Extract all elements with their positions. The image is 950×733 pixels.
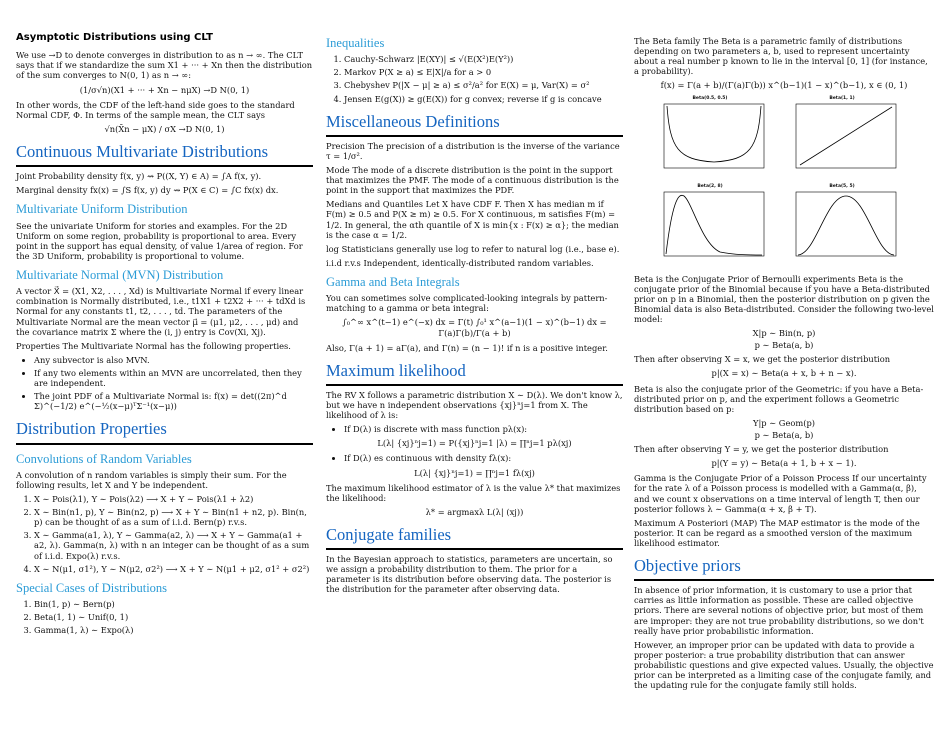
after-paragraph-2: Then after observing Y = y, we get the posterior distribution [634,444,889,455]
special-list [34,599,313,635]
plot-title: Beta(5, 5) [829,183,855,189]
beta-plots [650,96,934,266]
list-item: 3. X ∼ Gamma(a1, λ), Y ∼ Gamma(a2, λ) ⟶ X + Y ∼ Gamma(a1 + a2, λ). Gamma(n, λ) with n an integer can be thought of as a sum of i.i.d. Expo(λ) r.v.s. [34,530,313,560]
conj-paragraph: In the Bayesian approach to statistics, parameters are uncertain, so we assign a probability distribution to them. The prior for a parameter is its distribution before observing data. The posterior is the distribution for the parameter after observing data. [326,554,613,595]
log-def: log Statisticians generally use log to refer to natural log (i.e., base e). [326,243,620,254]
list-item: 2. X ∼ Bin(n1, p), Y ∼ Bin(n2, p) ⟶ X + Y ∼ Bin(n1 + n2, p). Bin(n, p) can be thought of as a sum of i.i.d. Bern(p) r.v.s. [34,507,313,527]
iid-def: i.i.d r.v.s Independent, identically-distributed random variables. [326,257,594,268]
mvn-paragraph: A vector X⃗ = (X1, X2, . . . , Xd) is Multivariate Normal if every linear combination is Normally distributed, i.e., t1X1 + t2X2 + ··· + tdXd is Normal for any constants t1, t2, . . . , td. The parameters of the Multivariate Normal are the mean vector μ⃗ = (μ1, μ2, . . . , μd) and the covariance matrix Σ where the (i, j) entry is Cov(Xi, Xj). [16,286,306,337]
bern-paragraph: Beta is the Conjugate Prior of Bernoulli experiments Beta is the conjugate prior of the Binomial because if you have a Beta-distributed prior on p in a Binomial, then the posterior distribution on p given the Binomial data is also Beta-distributed. Consider the following two-level model: [634,273,934,324]
list-item: 3. Chebyshev P(|X − μ| ≥ a) ≤ σ²/a² for E(X) = μ, Var(X) = σ² [344,80,623,90]
posterior-2: p|(Y = y) ∼ Beta(a + 1, b + x − 1). [711,458,857,469]
list-item: • The joint PDF of a Multivariate Normal is: f(x) = det((2π)^d Σ)^(−1/2) e^(−½(x−μ)ᵀΣ⁻¹(x−μ)) [34,391,313,411]
ml-continuous-equation: L(λ| {xj}ⁿj=1) = ∏ⁿj=1 fλ(xj) [414,467,535,478]
gamma-paragraph: Gamma is the Conjugate Prior of a Poisson Process If our uncertainty for the rate λ of a Poisson process is modelled with a Gamma(α, β), and we count x observations on a time interval of length T, then our posterior follows λ ∼ Gamma(α + x, β + T). [634,473,927,514]
obj-paragraph-2: However, an improper prior can be updated with data to provide a proper posterior: a true probability distribution that can answer probabilistic questions and give expected values. Usually, the objective prior can be interpreted as a limiting case of the conjugate family, and the updating rule for the conjugate family still holds. [634,639,934,691]
plot-svg [650,96,770,178]
plot-title: Beta(0.5, 0.5) [692,95,728,101]
obj-paragraph: In absence of prior information, it is customary to use a prior that carries as little information as possible. These are called objective priors. There are several notions of objective prior, but most of them are improper: they are not true probability distributions, so we don't really have prior probabilistic information. [634,585,924,636]
mvn-properties: Properties The Multivariate Normal has the following properties. [16,340,291,351]
clt-paragraph-1: We use →D to denote converges in distribution to as n → ∞. The CLT says that if we standardize the sum X1 + ··· + Xn then the distribution of the sum converges to N(0, 1) as n → ∞: [16,50,313,81]
beta-equation: f(x) = Γ(a + b)/(Γ(a)Γ(b)) x^(b−1)(1 − x)^(b−1), x ∈ (0, 1) [660,80,908,91]
model-line: X|p ∼ Bin(n, p) [752,328,816,339]
model-line: Y|p ∼ Geom(p) [753,417,815,428]
gb-title: Gamma and Beta Integrals [326,275,460,290]
ml-title: Maximum likelihood [326,360,466,380]
list-item: • If D(λ) es continuous with density fλ(x): [344,453,623,463]
column-3 [634,36,934,694]
beta-paragraph: The Beta family The Beta is a parametric family of distributions depending on two parameters a, b, used to represent uncertainty about a real number p known to lie in the interval [0, 1] (for instance, a probability). [634,36,928,77]
clt-equation-1: (1/σ√n)(X1 + ··· + Xn − nμX) →D N(0, 1) [79,84,250,95]
divider [326,135,623,137]
plot-title: Beta(2, 8) [697,183,723,189]
beta-plot-3 [650,184,770,266]
conj-title: Conjugate families [326,525,452,545]
clt-title: Asymptotic Distributions using CLT [16,32,213,43]
mu-paragraph: See the univariate Uniform for stories and examples. For the 2D Uniform on some region, probability is proportional to area. Every point in the support has equal density, of value 1/area of region. For the 3D Uniform, probability is proportional to volume. [16,220,303,261]
conv-paragraph: A convolution of n random variables is simply their sum. For the following results, let X and Y be independent. [16,469,287,490]
divider [16,443,313,445]
ineq-list [344,54,623,103]
after-paragraph-1: Then after observing X = x, we get the posterior distribution [634,354,891,365]
model-line: p ∼ Beta(a, b) [754,429,814,440]
beta-plot-2 [782,96,902,178]
column-1 [16,26,313,639]
list-item: • Any subvector is also MVN. [34,355,313,365]
median-def: Medians and Quantiles Let X have CDF F. Then X has median m if F(m) ≥ 0.5 and P(X ≥ m) ≥ 0.5. For X continuous, m satisfies F(m) = 1/2. In general, the αth quantile of X is min{x : F(x) ≥ α}; the median is the case α = 1/2. [326,199,619,240]
list-item: 1. Bin(1, p) ∼ Bern(p) [34,599,313,609]
ml-discrete-equation: L(λ| {xj}ⁿj=1) = P({xj}ⁿj=1 |λ) = ∏ⁿj=1 pλ(xj) [377,438,572,449]
ml-paragraph: The RV X follows a parametric distribution X ∼ D(λ). We don't know λ, but we have n independent observations {xj}ⁿj=1 from X. The likelihood of λ is: [326,389,623,421]
plot-svg [782,184,902,266]
divider [16,165,313,167]
divider [326,384,623,386]
mvn-title: Multivariate Normal (MVN) Distribution [16,267,224,282]
list-item: 4. X ∼ N(μ1, σ1²), Y ∼ N(μ2, σ2²) ⟶ X + Y ∼ N(μ1 + μ2, σ1² + σ2²) [34,564,313,574]
ineq-title: Inequalities [326,36,385,50]
ml-argmax-equation: λ* = argmaxλ L(λ| (xj)) [425,506,524,517]
posterior-1: p|(X = x) ∼ Beta(a + x, b + n − x). [711,368,857,379]
precision-def: Precision The precision of a distribution is the inverse of the variance τ = 1/σ². [326,140,620,161]
list-item: 2. Beta(1, 1) ∼ Unif(0, 1) [34,612,313,622]
mu-title: Multivariate Uniform Distribution [16,202,188,217]
obj-title: Objective priors [634,556,741,576]
ml-paragraph-2: The maximum likelihood estimator of λ is the value λ* that maximizes the likelihood: [326,482,621,503]
conv-list [34,494,313,574]
list-item: 1. X ∼ Pois(λ1), Y ∼ Pois(λ2) ⟶ X + Y ∼ Pois(λ1 + λ2) [34,494,313,504]
dp-title: Distribution Properties [16,419,167,439]
list-item: • If D(λ) is discrete with mass function pλ(x): [344,424,623,434]
misc-title: Miscellaneous Definitions [326,111,500,131]
divider [634,579,934,581]
list-item: 2. Markov P(X ≥ a) ≤ E|X|/a for a > 0 [344,67,623,77]
plot-svg [782,96,902,178]
conv-title: Convolutions of Random Variables [16,451,192,466]
clt-equation-2: √n(X̄n − μX) / σX →D N(0, 1) [104,123,225,134]
joint-density: Joint Probability density f(x, y) ⇝ P((X, Y) ∈ A) = ∫A f(x, y). [16,171,262,182]
mvn-property-list [34,355,313,412]
mode-def: Mode The mode of a discrete distribution is the point in the support that maximizes the PMF. The mode of a continuous distribution is the point in the support that maximizes the PDF. [326,165,619,196]
special-title: Special Cases of Distributions [16,580,168,595]
column-2 [326,36,623,599]
list-item: 3. Gamma(1, λ) ∼ Expo(λ) [34,625,313,635]
plot-title: Beta(1, 1) [829,95,855,101]
list-item: 4. Jensen E(g(X)) ≥ g(E(X)) for g convex; reverse if g is concave [344,94,623,104]
gb-paragraph-2: Also, Γ(a + 1) = aΓ(a), and Γ(n) = (n − 1)! if n is a positive integer. [326,342,608,353]
model-line: p ∼ Beta(a, b) [754,340,814,351]
beta-plot-4 [782,184,902,266]
clt-paragraph-2: In other words, the CDF of the left-hand side goes to the standard Normal CDF, Φ. In terms of the sample mean, the CLT says [16,99,295,120]
plot-svg [650,184,770,266]
list-item: • If any two elements within an MVN are uncorrelated, then they are independent. [34,368,313,388]
ml-list [344,424,623,434]
divider [326,548,623,550]
geom-paragraph: Beta is also the conjugate prior of the Geometric: if you have a Beta-distributed prior on p, and the experiment follows a Geometric distribution based on p: [634,383,924,414]
list-item: 1. Cauchy-Schwarz |E(XY)| ≤ √(E(X²)E(Y²)) [344,54,623,64]
marginal-density: Marginal density fx(x) = ∫S f(x, y) dy ⇝ P(X ∈ C) = ∫C fx(x) dx. [16,185,279,196]
gb-paragraph: You can sometimes solve complicated-looking integrals by pattern-matching to a gamma or beta integral: [326,293,608,314]
beta-plot-1 [650,96,770,178]
ml-list-2 [344,453,623,463]
gb-equation: ∫₀^∞ x^(t−1) e^(−x) dx = Γ(t) ∫₀¹ x^(a−1)(1 − x)^(b−1) dx = Γ(a)Γ(b)/Γ(a + b) [342,317,607,338]
cmd-title: Continuous Multivariate Distributions [16,141,269,161]
map-paragraph: Maximum A Posteriori (MAP) The MAP estimator is the mode of the posterior. It can be regard as a smoothed version of the maximum likelihood estimator. [634,517,920,548]
